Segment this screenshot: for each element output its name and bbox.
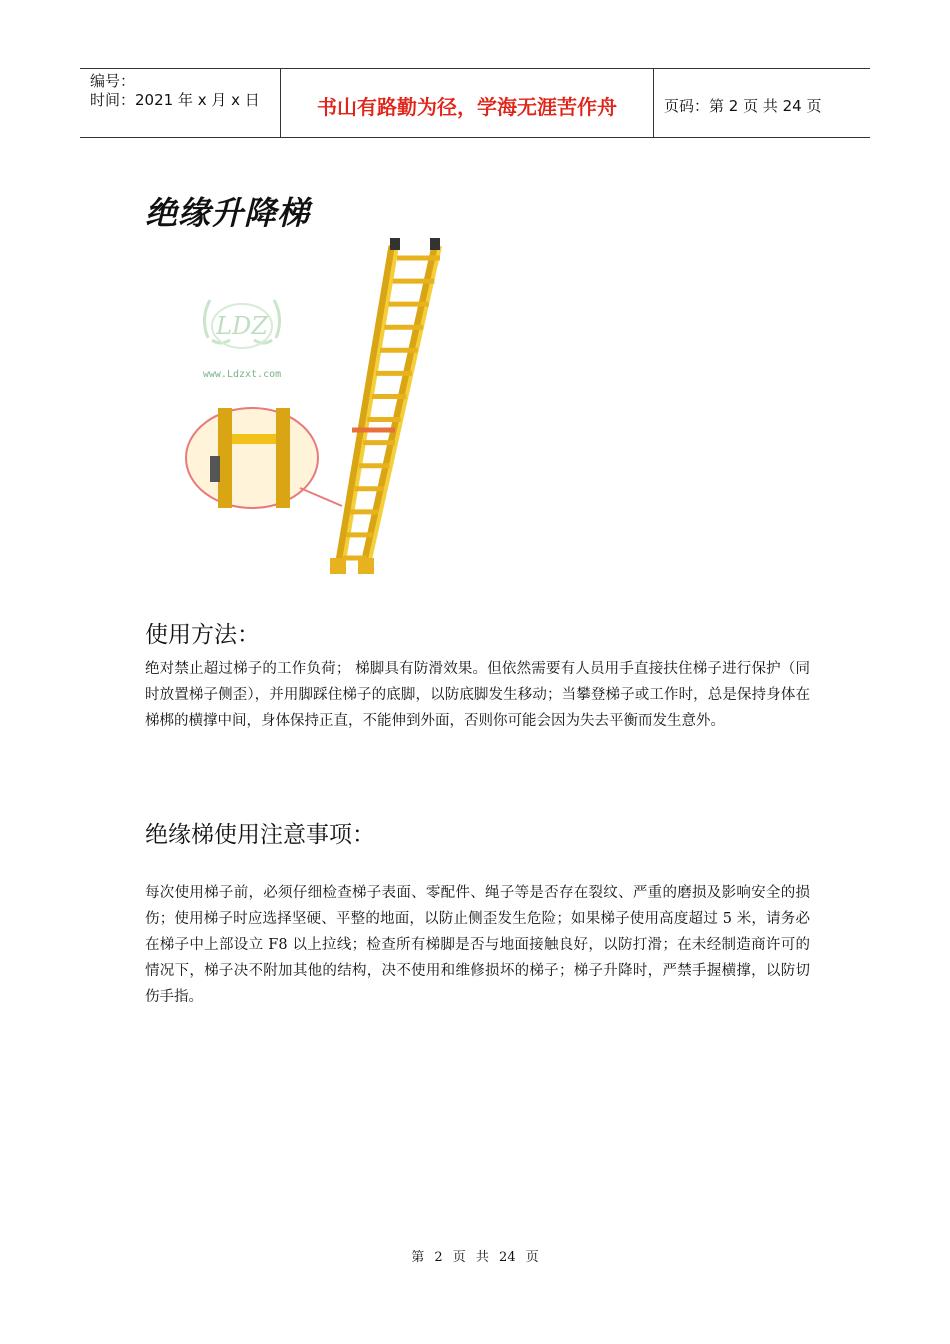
ladder-figure <box>180 228 460 588</box>
detail-callout <box>186 408 342 508</box>
watermark-logo-text: LDZ <box>216 312 268 340</box>
ladder-main <box>330 238 440 574</box>
watermark-logo <box>204 300 279 348</box>
ladder-illustration <box>180 228 460 588</box>
watermark-url: www.Ldzxt.com <box>202 369 282 380</box>
header-motto: 书山有路勤为径，学海无涯苦作舟 <box>281 69 654 137</box>
page-footer: 第 2 页 共 24 页 <box>411 1250 539 1265</box>
notes-paragraph: 每次使用梯子前，必须仔细检查梯子表面、零配件、绳子等是否存在裂纹、严重的磨损及影响安全的损伤；使用梯子时应选择坚硬、平整的地面，以防止侧歪发生危险；如果梯子使用高度超过 5 米，请务必在梯子中上部设立 F8 以上拉线；检查所有梯脚是否与地面接触良好，以防打滑；在未经制造商许可的情况下，梯子决不附加其他的结构，决不使用和维修损坏的梯子；梯子升降时，严禁手握横撑，以防切伤手指。 <box>145 885 810 1005</box>
page-title: 绝缘升降梯 <box>145 194 311 232</box>
header-left-cell <box>80 69 281 137</box>
number-label: 编号： <box>90 72 136 90</box>
time-label: 时间：2021 年 x 月 x 日 <box>90 91 260 109</box>
notes-heading: 绝缘梯使用注意事项： <box>145 822 375 848</box>
header-page-info: 页码：第 2 页 共 24 页 <box>664 96 822 115</box>
document-header <box>80 68 870 138</box>
usage-heading: 使用方法： <box>145 622 260 648</box>
usage-paragraph: 绝对禁止超过梯子的工作负荷； 梯脚具有防滑效果。但依然需要有人员用手直接扶住梯子进行保护（同时放置梯子侧歪），并用脚踩住梯子的底脚，以防底脚发生移动；当攀登梯子或工作时，总是保持身体在梯梆的横撑中间，身体保持正直，不能伸到外面，否则你可能会因为失去平衡而发生意外。 <box>145 661 810 729</box>
